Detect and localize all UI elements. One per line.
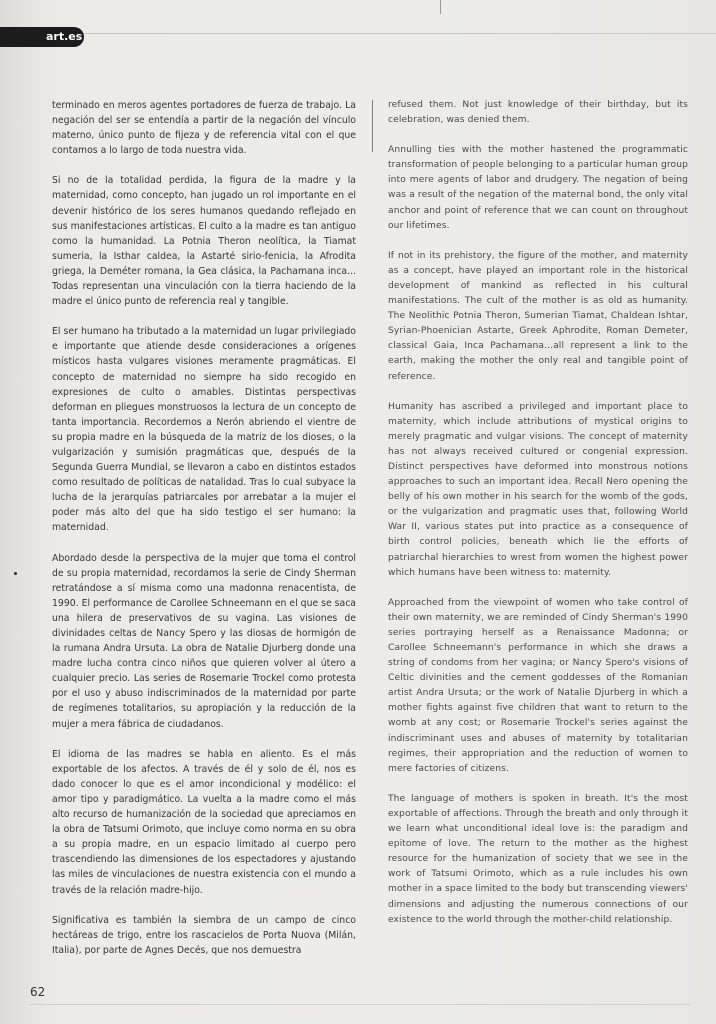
spanish-paragraph: Significativa es también la siembra de un campo de cinco hectáreas de trigo, entre los rascacielos de Porta Nuova (Milán, Italia), por parte de Agnes Decés, que nos demuestra [52,914,356,956]
header-rule [0,33,716,34]
footer-rule [30,1004,690,1005]
section-label: art.es [46,30,83,43]
spanish-paragraph: Abordado desde la perspectiva de la mujer que toma el control de su propia maternidad, recordamos la serie de Cindy Sherman retratándose a sí misma como una madonna renacentista, de 1990. El performance de Carollee Schneemann en el que se saca una hilera de preservativos de su vagina. Las visiones de divinidades celtas de Nancy Spero y las diosas de hormigón de la rumana Andra Ursuta. La obra de Natalie Djurberg donde una madre lucha contra cinco niños que quieren volver al útero a cualquier precio. Las series de Rosemarie Trockel como protesta por el uso y abuso indiscriminados de la maternidad por parte de regímenes totalitarios, su apropiación y la reducción de la mujer a mera fábrica de ciudadanos. [52,552,357,730]
english-paragraph: Approached from the viewpoint of women who take control of their own maternity, we are reminded of Cindy Sherman's 1990 series portraying herself as a Renaissance Madonna; or Carollee Schneemann's performance in which she draws a string of condoms from her vagina; or Nancy Spero's visions of Celtic divinities and the cement goddesses of the Romanian artist Andra Ursuta; or the work of Natalie Djurberg in which a mother fights against five children that want to return to the womb at any cost; or Rosemarie Trockel's series against the indiscriminant uses and abuses of maternity by totalitarian regimes, their appropriation and the reduction of women to mere factories of citizens. [388,597,688,774]
english-paragraph: The language of mothers is spoken in breath. It's the most exportable of affections. Through the breath and only through it we learn what unconditional ideal love is: the paradigm and epitome of love. The return to the mother as the highest resource for the humanization of society that we see in the work of Tatsumi Orimoto, which as a rule includes his own mother in a space limited to the body but transcending viewers' dimensions and adjusting the numerous connections of our existence to the world through the mother-child relationship. [388,793,688,925]
spanish-paragraph: Si no de la totalidad perdida, la figura de la madre y la maternidad, como concepto, han jugado un rol importante en el devenir histórico de los seres humanos quedando reflejado en sus manifestaciones artísticas. El culto a la madre es tan antiguo como la humanidad. La Potnia Theron neolítica, la Tiamat sumeria, la Isthar caldea, la Astarté sirio-fenicia, la Afrodita griega, la Deméter romana, la Gea clásica, la Pachamana inca... Todas representan una vinculación con la tierra haciendo de la madre el único punto de referencia real y tangible. [52,175,356,308]
english-paragraph: refused them. Not just knowledge of their birthday, but its celebration, was denied them. [388,100,688,126]
margin-dot [14,572,17,575]
column-divider [372,100,373,152]
spanish-column [52,98,356,973]
english-column [388,98,688,943]
crop-mark [440,0,441,14]
english-paragraph: Annulling ties with the mother hastened the programmatic transformation of people belonging to a particular human group into mere agents of labor and drudgery. The negation of being was a result of the negation of the maternal bond, the only vital anchor and point of reference that we can count on throughout our lifetimes. [388,145,688,231]
spanish-paragraph: terminado en meros agentes portadores de fuerza de trabajo. La negación del ser se entendía a partir de la negación del vínculo materno, único punto de fijeza y de referencia vital con el que contamos a lo largo de toda nuestra vida. [52,100,356,157]
spanish-paragraph: El ser humano ha tributado a la maternidad un lugar privilegiado e importante que atiende desde consideraciones a orígenes místicos hasta vulgares visiones meramente pragmáticas. El concepto de maternidad no siempre ha sido recogido en expresiones de culto o amables. Distintas perspectivas deforman en pliegues monstruosos la lectura de un concepto de tanta importancia. Recordemos a Nerón abriendo el vientre de su propia madre en la búsqueda de la matriz de los dioses, o la vulgarización y sumisión pragmáticas que, después de la Segunda Guerra Mundial, se llevaron a cabo en distintos estados como resultado de políticas de natalidad. Tras lo cual subyace la lucha de la jerarquías patriarcales por arrebatar a la mujer el poder más alto del que ha sido testigo el ser humano: la maternidad. [52,326,356,534]
spanish-paragraph: El idioma de las madres se habla en aliento. Es el más exportable de los afectos. A través de él y solo de él, nos es dado conocer lo que es el amor incondicional y modélico: el amor tipo y paradigmático. La vuelta a la madre como el más alto recurso de humanización de la sociedad que apreciamos en la obra de Tatsumi Orimoto, que incluye como norma en su obra a su propia madre, en un espacio limitado al cuerpo pero trascendiendo las dimensiones de los espectadores y ajustando las miles de vinculaciones de nuestra existencia con el mundo a través de la relación madre-hijo. [52,748,356,896]
english-paragraph: Humanity has ascribed a privileged and important place to maternity, which include attributions of mystical origins to merely pragmatic and vulgar visions. The concept of maternity has not always received cultured or congenial expression. Distinct perspectives have deformed into monstrous notions approaches to such an important idea. Recall Nero opening the belly of his own mother in his search for the womb of the gods, or the vulgarization and pragmatic uses that, following World War II, various states put into practice as a consequence of birth control policies, beneath which lie the efforts of patriarchal hierarchies to wrest from women the highest power which humans have been witness to: maternity. [388,401,688,578]
section-tab [0,27,84,47]
english-paragraph: If not in its prehistory, the figure of the mother, and maternity as a concept, have played an important role in the historical development of mankind as reflected in his cultural manifestations. The cult of the mother is as old as humanity. The Neolithic Potnia Theron, Sumerian Tiamat, Chaldean Ishtar, Syrian-Phoenician Astarte, Greek Aphrodite, Roman Demeter, classical Gaia, Inca Pachamana...all represent a link to the earth, making the mother the only real and tangible point of reference. [388,250,688,382]
page-number: 62 [30,985,46,999]
